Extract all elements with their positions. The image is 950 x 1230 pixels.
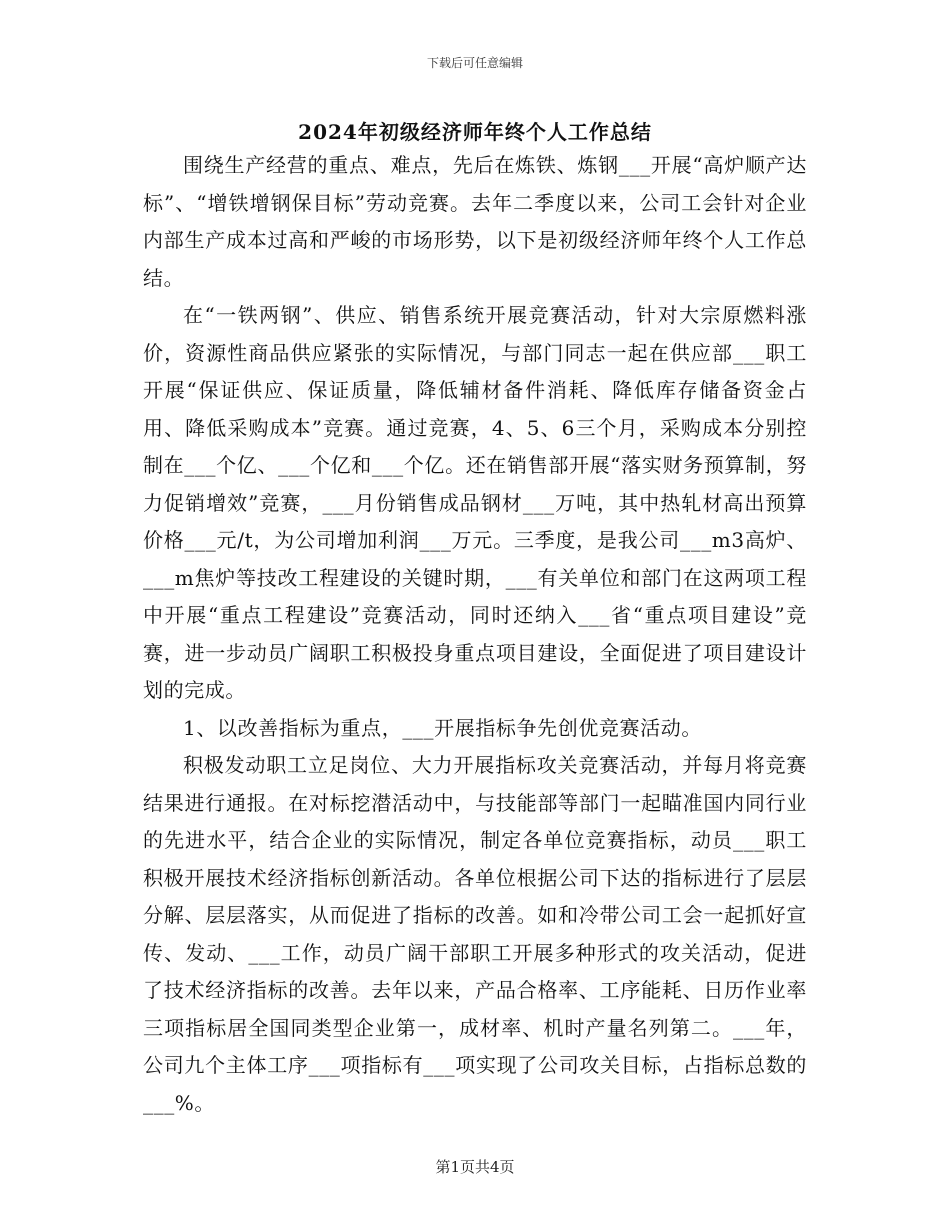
header-note: 下载后可任意编辑 — [426, 56, 523, 70]
document-title: 2024年初级经济师年终个人工作总结 — [298, 120, 652, 144]
page-number: 第1页共4页 — [435, 1158, 515, 1176]
paragraph: 在“一铁两钢”、供应、销售系统开展竞赛活动，针对大宗原燃料涨价，资源性商品供应紧张的实际情况，与部门同志一起在供应部___职工开展“保证供应、保证质量，降低辅材备件消耗、降低库存储备资金占用、降低采购成本”竞赛。通过竞赛，4、5、6三个月，采购成本分别控制在___个亿、___个亿和___个亿。还在销售部开展“落实财务预算制，努力促销增效”竞赛，___月份销售成品钢材___万吨，其中热轧材高出预算价格___元/t，为公司增加利润___万元。三季度，是我公司___m3高炉、___m焦炉等技改工程建设的关键时期，___有关单位和部门在这两项工程中开展“重点工程建设”竞赛活动，同时还纳入___省“重点项目建设”竞赛，进一步动员广阔职工积极投身重点项目建设，全面促进了项目建设计划的完成。 — [143, 303, 807, 702]
paragraph: 围绕生产经营的重点、难点，先后在炼铁、炼钢___开展“高炉顺产达标”、“增铁增钢保目标”劳动竞赛。去年二季度以来，公司工会针对企业内部生产成本过高和严峻的市场形势，以下是初级经济师年终个人工作总结。 — [143, 153, 807, 290]
section-heading: 1、以改善指标为重点，___开展指标争先创优竞赛活动。 — [183, 715, 702, 740]
document-body — [143, 147, 807, 1122]
paragraph: 积极发动职工立足岗位、大力开展指标攻关竞赛活动，并每月将竞赛结果进行通报。在对标挖潜活动中，与技能部等部门一起瞄准国内同行业的先进水平，结合企业的实际情况，制定各单位竞赛指标，动员___职工积极开展技术经济指标创新活动。各单位根据公司下达的指标进行了层层分解、层层落实，从而促进了指标的改善。如和冷带公司工会一起抓好宣传、发动、___工作，动员广阔干部职工开展多种形式的攻关活动，促进了技术经济指标的改善。去年以来，产品合格率、工序能耗、日历作业率三项指标居全国同类型企业第一，成材率、机时产量名列第二。___年，公司九个主体工序___项指标有___项实现了公司攻关目标，占指标总数的___%。 — [143, 753, 807, 1115]
